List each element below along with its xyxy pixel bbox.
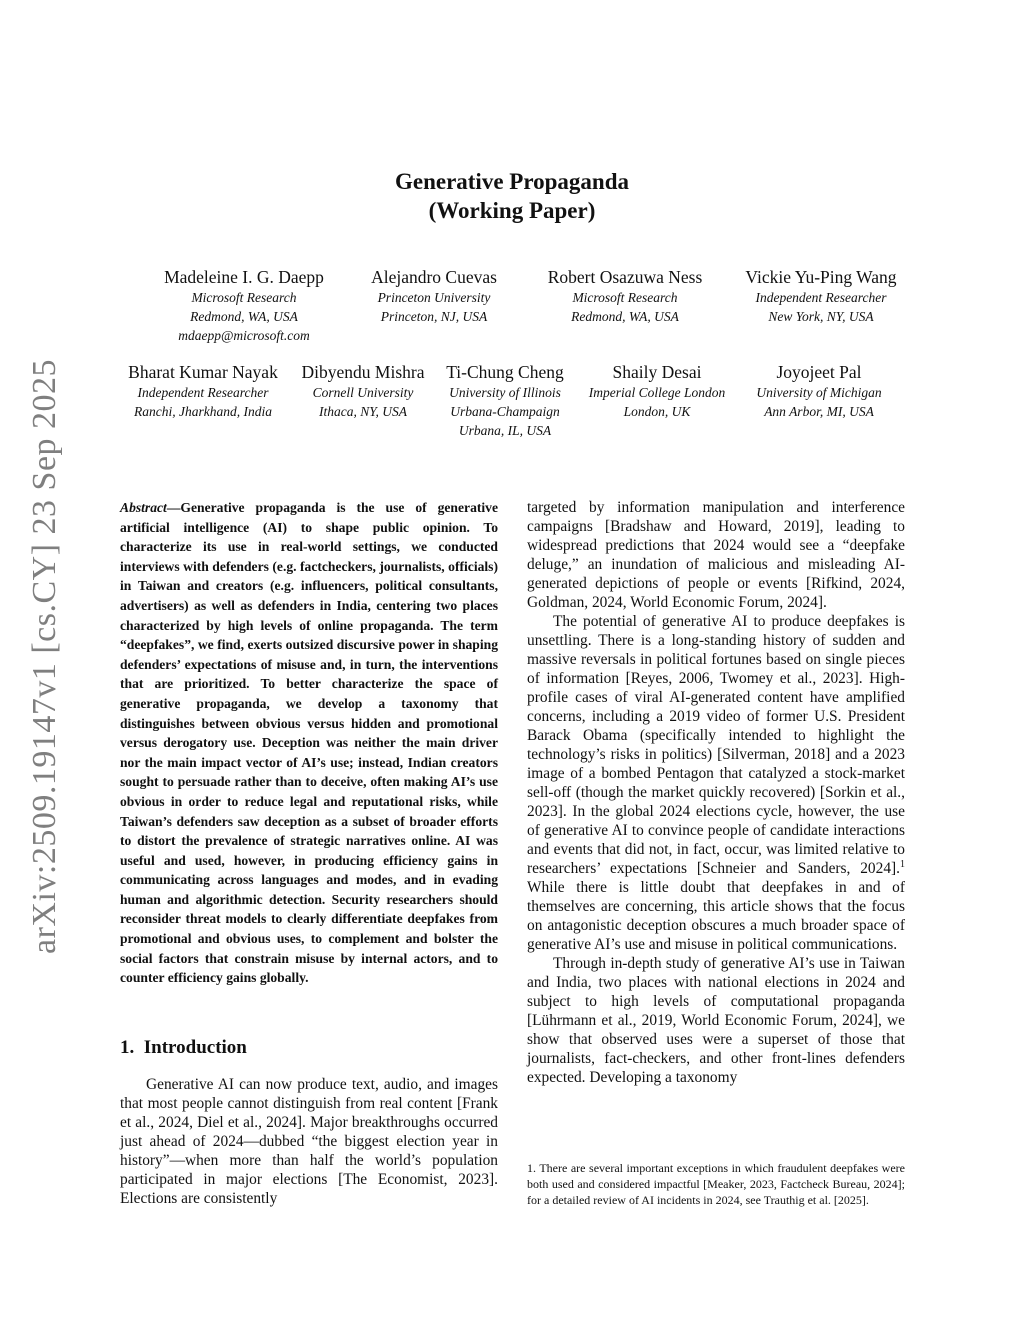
author-block <box>292 361 434 421</box>
body-paragraph: Through in-depth study of generative AI’s use in Taiwan and India, two places with national elections in 2024 and subject to high levels of computational propaganda [Lührmann et al., 2019, World Economic Forum, 2024], we show that observed uses were a superset of those that journalists, fact-checkers, and other front-lines defenders expected. Developing a taxonomy <box>527 955 905 1086</box>
author-block <box>576 361 738 421</box>
section-title: Introduction <box>143 1037 247 1058</box>
author-affiliation-2: Urbana-Champaign <box>450 404 560 419</box>
author-affiliation: Princeton University <box>377 290 491 305</box>
author-location: Ranchi, Jharkhand, India <box>134 404 272 419</box>
paper-title <box>0 167 1024 225</box>
body-paragraph <box>527 612 905 954</box>
author-affiliation: University of Michigan <box>756 385 882 400</box>
author-location: Redmond, WA, USA <box>571 309 679 324</box>
author-name: Shaily Desai <box>612 362 702 382</box>
author-name: Dibyendu Mishra <box>301 362 425 382</box>
abstract-label: Abstract <box>120 500 167 515</box>
footnote: 1. There are several important exceptions in which fraudulent deepfakes were both used and considered impactful [Meaker, 2023, Factcheck Bureau, 2024]; for a detailed review of AI incidents in 2024, see Trauthig et al. [2025]. <box>527 1161 905 1207</box>
author-location: Redmond, WA, USA <box>190 309 298 324</box>
author-location: Ann Arbor, MI, USA <box>764 404 874 419</box>
author-block <box>436 361 574 440</box>
intro-paragraph: Generative AI can now produce text, audio, and images that most people cannot distinguish from real content [Frank et al., 2024, Diel et al., 2024]. Major breakthroughs occurred just ahead of 2024—dubbed “the biggest election year in history”—when more than half the world’s population participated in major elections [The Economist, 2023]. Elections are consistently <box>120 1076 498 1207</box>
abstract-text: —Generative propaganda is the use of generative artificial intelligence (AI) to shape public opinion. To characterize its use in real-world settings, we conducted interviews with defenders (e.g. factcheckers, journalists, officials) in Taiwan and creators (e.g. influencers, political consultants, advertisers) as well as defenders in India, centering two places characterized by high levels of online propaganda. The term “deepfakes”, we find, exerts outsized discursive power in shaping defenders’ expectations of misuse and, in turn, the interventions that are prioritized. To better characterize the space of generative propaganda, we develop a taxonomy that distinguishes between obvious versus hidden and promotional versus derogatory use. Deception was neither the main driver nor the main impact vector of AI’s use; instead, Indian creators sought to persuade rather than to deceive, often making AI’s use obvious in order to reduce legal and reputational risks, while Taiwan’s defenders saw deception as a subset of broader efforts to distort the prevalence of strategic narratives online. AI was useful and used, however, in producing efficiency gains in communicating across languages and modes, and in evading human and algorithmic detection. Security researchers should reconsider threat models to clearly differentiate deepfakes from promotional and obvious uses, to complement and bolster the social factors that constrain misuse by internal actors, and to counter efficiency gains globally. <box>120 500 498 986</box>
author-block <box>730 266 912 326</box>
author-affiliation: Microsoft Research <box>572 290 678 305</box>
author-affiliation: Microsoft Research <box>191 290 297 305</box>
body-text: The potential of generative AI to produce deepfakes is unsettling. There is a long-standing history of sudden and massive reversals in political fortunes based on single pieces of information [Reyes, 2006, Twomey et al., 2023]. High-profile cases of viral AI-generated content have amplified concerns, including a 2019 video of former U.S. President Barack Obama (specifically intended to highlight the technology’s risks in politics) [Silverman, 2018] and a 2023 image of a bombed Pentagon that catalyzed a stock-market sell-off (though the market quickly recovered) [Sorkin et al., 2023]. In the global 2024 elections cycle, however, the use of generative AI to convince people of candidate interactions and events that did not, in fact, occur, was limited relative to researchers’ expectations [Schneier and Sanders, 2024]. <box>527 613 905 877</box>
author-name: Bharat Kumar Nayak <box>128 362 278 382</box>
title-line-1: Generative Propaganda <box>394 169 630 194</box>
author-email[interactable]: mdaepp@microsoft.com <box>178 328 310 343</box>
author-affiliation: Imperial College London <box>588 385 726 400</box>
footnote-marker[interactable]: 1 <box>900 858 905 870</box>
author-name: Madeleine I. G. Daepp <box>164 267 324 287</box>
author-location: Urbana, IL, USA <box>458 423 552 438</box>
body-paragraph: targeted by information manipulation and interference campaigns [Bradshaw and Howard, 2019], leading to widespread predictions that 2024 would see a “deepfake deluge,” an inundation of malicious and misleading AI-generated depictions of people or events [Rifkind, 2024, Goldman, 2024, World Economic Forum, 2024]. <box>527 499 905 611</box>
author-block <box>354 266 514 326</box>
right-column <box>527 498 905 1087</box>
author-name: Robert Osazuwa Ness <box>547 267 703 287</box>
author-location: London, UK <box>623 404 691 419</box>
author-affiliation: Independent Researcher <box>755 290 887 305</box>
author-location: New York, NY, USA <box>768 309 874 324</box>
arxiv-stamp-text: arXiv:2509.19147v1 [cs.CY] 23 Sep 2025 <box>26 358 63 954</box>
arxiv-stamp <box>22 358 68 954</box>
author-location: Princeton, NJ, USA <box>380 309 488 324</box>
author-affiliation: Cornell University <box>312 385 414 400</box>
author-block <box>144 266 344 345</box>
author-block <box>116 361 290 421</box>
section-heading <box>120 1037 247 1059</box>
author-name: Vickie Yu-Ping Wang <box>745 267 897 287</box>
author-block <box>742 361 896 421</box>
abstract <box>120 498 498 988</box>
author-location: Ithaca, NY, USA <box>318 404 407 419</box>
author-affiliation: Independent Researcher <box>137 385 269 400</box>
body-text: While there is little doubt that deepfakes in and of themselves are concerning, this article shows that the focus on antagonistic deception obscures a much broader space of generative AI’s use and misuse in political communications. <box>527 879 905 953</box>
author-block <box>525 266 725 326</box>
title-line-2: (Working Paper) <box>428 198 596 223</box>
author-name: Joyojeet Pal <box>776 362 862 382</box>
author-name: Alejandro Cuevas <box>371 267 497 287</box>
section-number: 1. <box>120 1037 135 1058</box>
author-affiliation: University of Illinois <box>449 385 561 400</box>
author-name: Ti-Chung Cheng <box>446 362 564 382</box>
